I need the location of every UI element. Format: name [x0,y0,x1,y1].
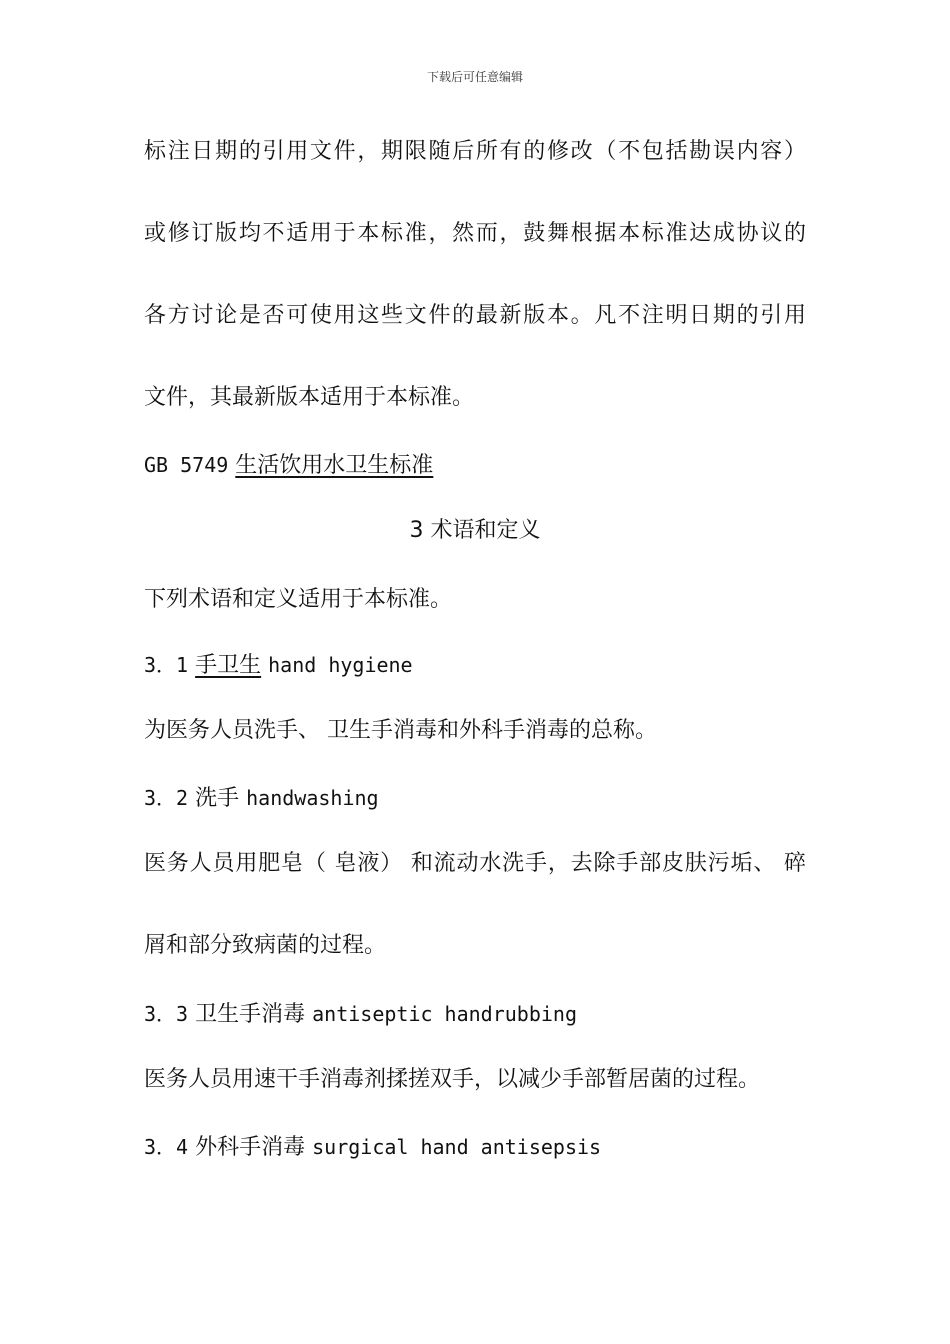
intro-line-1: 标注日期的引用文件，期限随后所有的修改（不包括勘误内容） [144,139,806,164]
intro-line-2: 或修订版均不适用于本标准，然而，鼓舞根据本标准达成协议的 [144,221,806,246]
term-zh: 外科手消毒 [195,1135,306,1160]
term-definition: 医务人员用速干手消毒剂揉搓双手，以减少手部暂居菌的过程。 [144,1067,761,1092]
section-intro: 下列术语和定义适用于本标准。 [144,587,453,612]
term-heading [144,1133,601,1162]
term-en: antiseptic handrubbing [312,1002,578,1026]
reference-title: 生活饮用水卫生标准 [235,453,434,478]
term-number: 3．3 [144,1002,189,1026]
reference-code: GB 5749 [144,453,229,477]
term-heading [144,651,413,680]
term-en: handwashing [246,786,379,810]
term-en: hand hygiene [268,653,413,677]
term-zh: 手卫生 [195,653,262,678]
term-zh: 洗手 [195,786,240,811]
page-header: 下载后可任意编辑 [426,70,523,84]
intro-line-4: 文件，其最新版本适用于本标准。 [144,385,475,410]
term-definition: 医务人员用肥皂（ 皂液） 和流动水洗手，去除手部皮肤污垢、 碎 [144,851,806,876]
term-zh: 卫生手消毒 [195,1002,306,1027]
term-definition: 为医务人员洗手、 卫生手消毒和外科手消毒的总称。 [144,718,657,743]
section-title: 3 术语和定义 [409,518,541,543]
term-definition: 屑和部分致病菌的过程。 [144,933,387,958]
intro-line-3: 各方讨论是否可使用这些文件的最新版本。凡不注明日期的引用 [144,303,806,328]
term-number: 3．4 [144,1135,189,1159]
term-number: 3．2 [144,786,189,810]
term-number: 3．1 [144,653,189,677]
term-heading [144,784,379,813]
term-en: surgical hand antisepsis [312,1135,602,1159]
term-heading [144,1000,577,1029]
reference-line [144,451,433,480]
